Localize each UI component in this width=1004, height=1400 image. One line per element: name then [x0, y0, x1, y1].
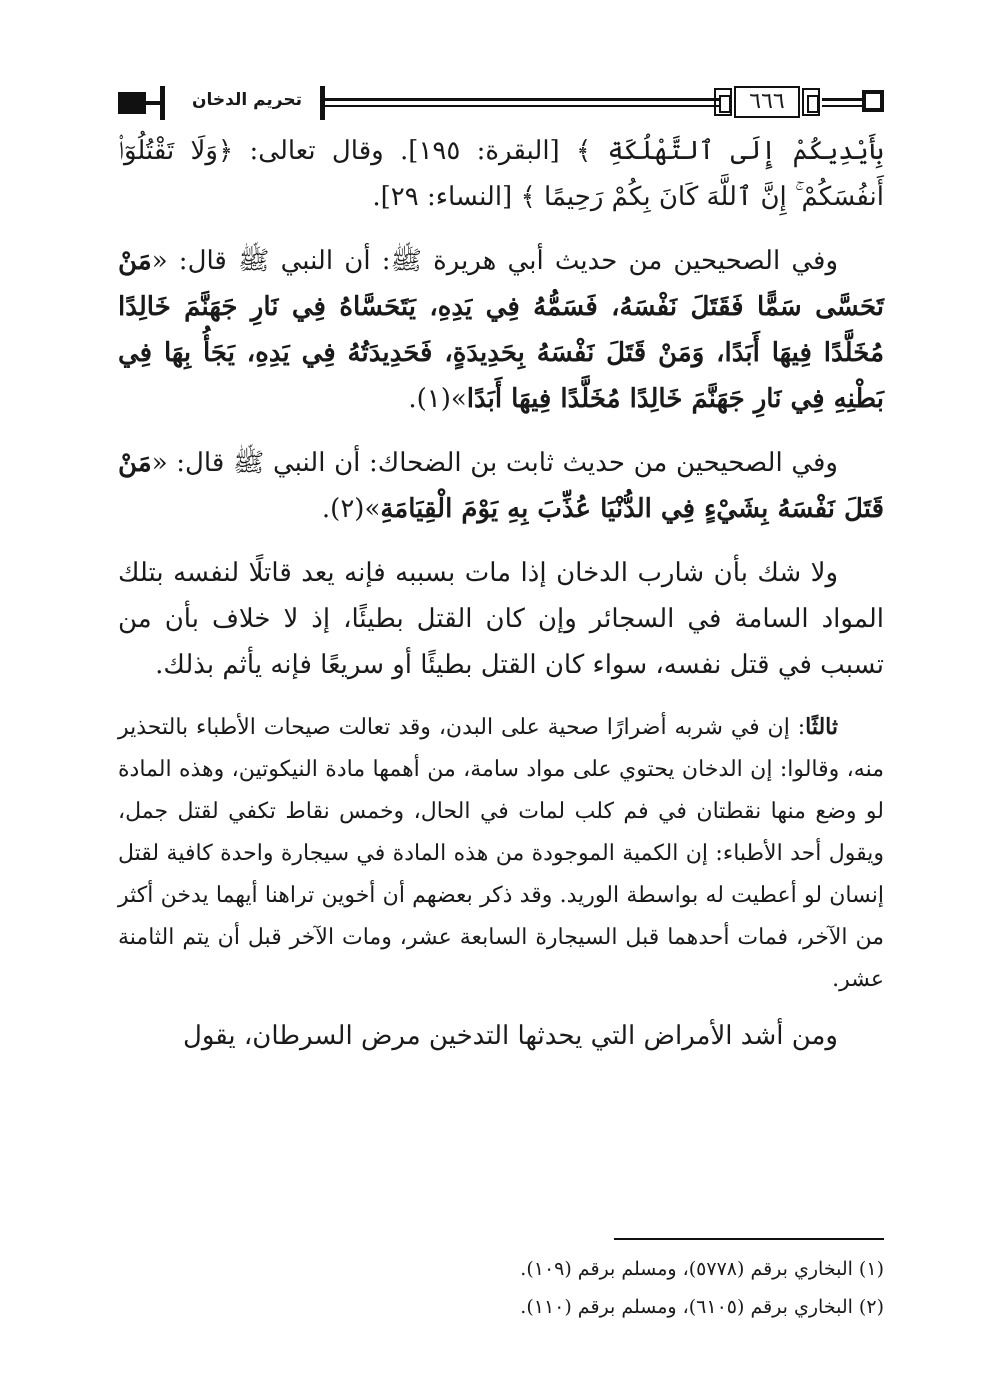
paragraph-cancer: ومن أشد الأمراض التي يحدثها التدخين مرض السرطان، يقول [182, 1021, 838, 1051]
hadith-intro: وفي الصحيحين من حديث أبي هريرة ﷺ: أن النبي ﷺ قال: « [151, 246, 838, 276]
page-number: ٦٦٦ [734, 86, 800, 118]
paragraph-smoker-killing-self: ولا شك بأن شارب الدخان إذا مات بسببه فإنه يعد قاتلًا لنفسه بتلك المواد السامة في السجائر وإن كان القتل بطيئًا، إذ لا خلاف بأن من تسبب في قتل نفسه، سواء كان القتل بطيئًا أو سريعًا فإنه يأثم بذلك. [118, 558, 884, 680]
header-divider [160, 86, 165, 120]
fret-ornament [802, 88, 820, 116]
paragraph-quran-verses [118, 128, 884, 220]
hadith-text: مَنْ قَتَلَ نَفْسَهُ بِشَيْءٍ فِي الدُّنْيَا عُذِّبَ بِهِ يَوْمَ الْقِيَامَةِ [118, 448, 884, 524]
footnote-separator [614, 1238, 884, 1240]
header-rule [146, 101, 160, 105]
footnote-1: (١) البخاري برقم (٥٧٧٨)، ومسلم برقم (١٠٩). [520, 1258, 884, 1280]
hadith-text: مَنْ تَحَسَّى سَمًّا فَقَتَلَ نَفْسَهُ، فَسَمُّهُ فِي يَدِهِ، يَتَحَسَّاهُ فِي نَارِ جَهَنَّمَ خَالِدًا مُخَلَّدًا فِيهَا أَبَدًا، وَمَنْ قَتَلَ نَفْسَهُ بِحَدِيدَةٍ، فَحَدِيدَتُهُ فِي يَدِهِ، يَجَأُ بِهَا فِي بَطْنِهِ فِي نَارِ جَهَنَّمَ خَالِدًا مُخَلَّدًا فِيهَا أَبَدًا [118, 246, 884, 414]
quran-verse: وَلَا تَقْتُلُوٓا۟ أَنفُسَكُمْ ۚ إِنَّ ٱللَّهَ كَانَ بِكُمْ رَحِيمًا [118, 136, 884, 212]
header-rule [822, 98, 862, 101]
running-title: تحريم الدخان [191, 90, 303, 110]
quran-verse: بِأَيْدِيكُمْ إِلَى ٱلتَّهْلُكَةِ [607, 136, 885, 166]
page-header [118, 84, 884, 124]
hadith-end: »(١). [408, 384, 467, 414]
hadith-end: »(٢). [321, 494, 381, 524]
header-divider [320, 86, 325, 120]
paragraph-hadith-thabit [118, 440, 884, 532]
paragraph-lead: ثالثًا [805, 714, 838, 740]
paragraph-third-reason [118, 706, 884, 1001]
verse-reference: ﴾ [البقرة: ١٩٥]. وقال تعالى: ﴿ [217, 136, 608, 166]
footnote-2: (٢) البخاري برقم (٦١٠٥)، ومسلم برقم (١١٠). [520, 1296, 884, 1318]
footnotes [118, 1250, 884, 1326]
paragraph-hadith-abu-hurayra [118, 238, 884, 422]
verse-reference: ﴾ [النساء: ٢٩]. [372, 182, 544, 212]
page-number-frame [714, 84, 822, 122]
hadith-intro: وفي الصحيحين من حديث ثابت بن الضحاك: أن النبي ﷺ قال: « [151, 448, 838, 478]
paragraph-body: : إن في شربه أضرارًا صحية على البدن، وقد تعالت صيحات الأطباء بالتحذير منه، وقالوا: إن الدخان يحتوي على مواد سامة، من أهمها مادة النيكوتين، وهذه المادة لو وضع منها نقطتان في فم كلب لمات في الحال، وخمس نقاط تكفي لقتل جمل، ويقول أحد الأطباء: إن الكمية الموجودة من هذه المادة في سيجارة واحدة كافية لقتل إنسان لو أعطيت له بواسطة الوريد. وقد ذكر بعضهم أن أخوين تراهنا أيهما يدخن أكثر من الآخر، فمات أحدهما قبل السيجارة السابعة عشر، ومات الآخر قبل أن يتم الثامنة عشر. [118, 715, 884, 992]
header-right-ornament [862, 90, 884, 112]
header-left-ornament [118, 92, 146, 114]
header-rule [325, 98, 720, 101]
header-rule [822, 105, 862, 107]
fret-ornament [714, 88, 732, 116]
header-rule [325, 105, 720, 107]
main-text [118, 128, 884, 1077]
